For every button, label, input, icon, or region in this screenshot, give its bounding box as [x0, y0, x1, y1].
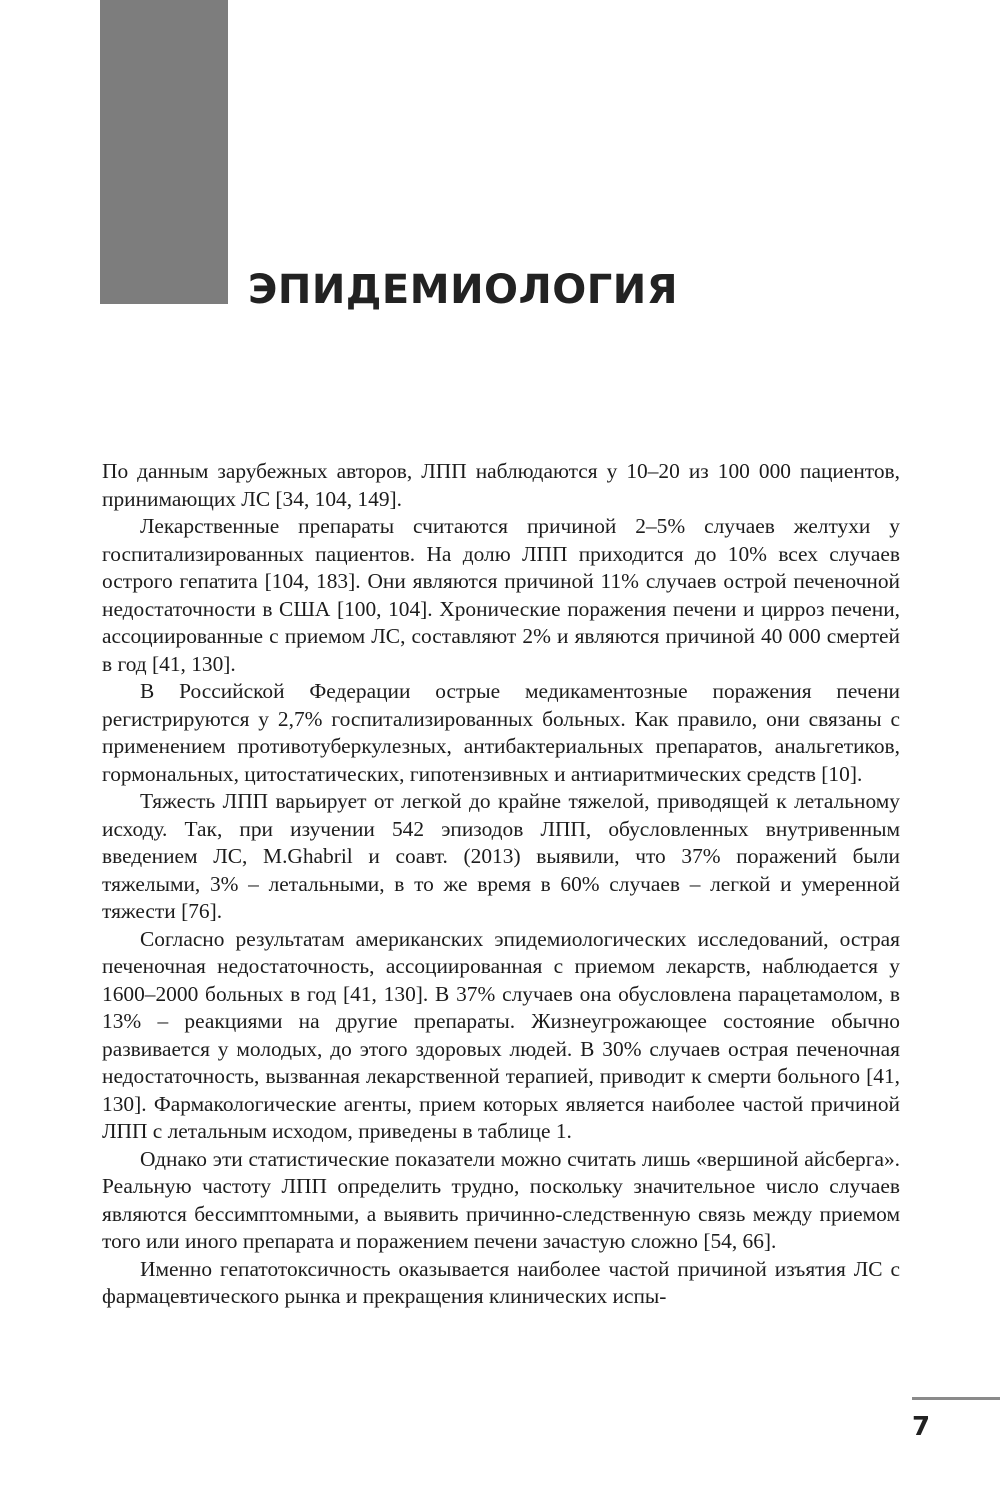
paragraph: Лекарственные препараты считаются причиной 2–5% случаев желтухи у госпитализированных пациентов. На долю ЛПП приходится до 10% всех случаев острого гепатита [104, 183]. Они являются причиной 11% случаев острой печеночной недостаточности в США [100, 104]. Хронические поражения печени и цирроз печени, ассоциированные с приемом ЛС, составляют 2% и являются причиной 40 000 смертей в год [41, 130].: [102, 514, 900, 676]
paragraph: В Российской Федерации острые медикаментозные поражения печени регистрируются у 2,7% госпитализированных больных. Как правило, они связаны с применением противотуберкулезных, антибактериальных препаратов, анальгетиков, гормональных, цитостатических, гипотензивных и антиаритмических средств [10].: [102, 679, 900, 786]
chapter-header-block: [100, 0, 228, 304]
body-text: [102, 458, 900, 1311]
paragraph: Согласно результатам американских эпидемиологических исследований, острая печеночная недостаточность, ассоциированная с приемом лекарств, наблюдается у 1600–2000 больных в год [41, 130]. В 37% случаев она обусловлена парацетамолом, в 13% – реакциями на другие препараты. Жизнеугрожающее состояние обычно развивается у молодых, до этого здоровых людей. В 30% случаев острая печеночная недостаточность, вызванная лекарственной терапией, приводит к смерти больного [41, 130]. Фармакологические агенты, прием которых является наиболее частой причиной ЛПП с летальным исходом, приведены в таблице 1.: [102, 926, 900, 1143]
paragraph: Именно гепатотоксичность оказывается наиболее частой причиной изъятия ЛС с фармацевтического рынка и прекращения клинических испы-: [102, 1256, 900, 1308]
footer-rule: [912, 1397, 1000, 1400]
paragraph: Тяжесть ЛПП варьирует от легкой до крайне тяжелой, приводящей к летальному исходу. Так, при изучении 542 эпизодов ЛПП, обусловленных внутривенным введением ЛС, M.Ghabril и соавт. (2013) выявили, что 37% поражений были тяжелыми, 3% – летальными, в то же время в 60% случаев – легкой и умеренной тяжести [76].: [102, 789, 900, 923]
page-number: 7: [912, 1412, 931, 1442]
paragraph: По данным зарубежных авторов, ЛПП наблюдаются у 10–20 из 100 000 пациентов, принимающих ЛС [34, 104, 149].: [102, 459, 900, 511]
chapter-title: ЭПИДЕМИОЛОГИЯ: [248, 267, 679, 313]
paragraph: Однако эти статистические показатели можно считать лишь «вершиной айсберга». Реальную частоту ЛПП определить трудно, поскольку значительное число случаев являются бессимптомными, а выявить причинно-следственную связь между приемом того или иного препарата и поражением печени зачастую сложно [54, 66].: [102, 1146, 900, 1253]
